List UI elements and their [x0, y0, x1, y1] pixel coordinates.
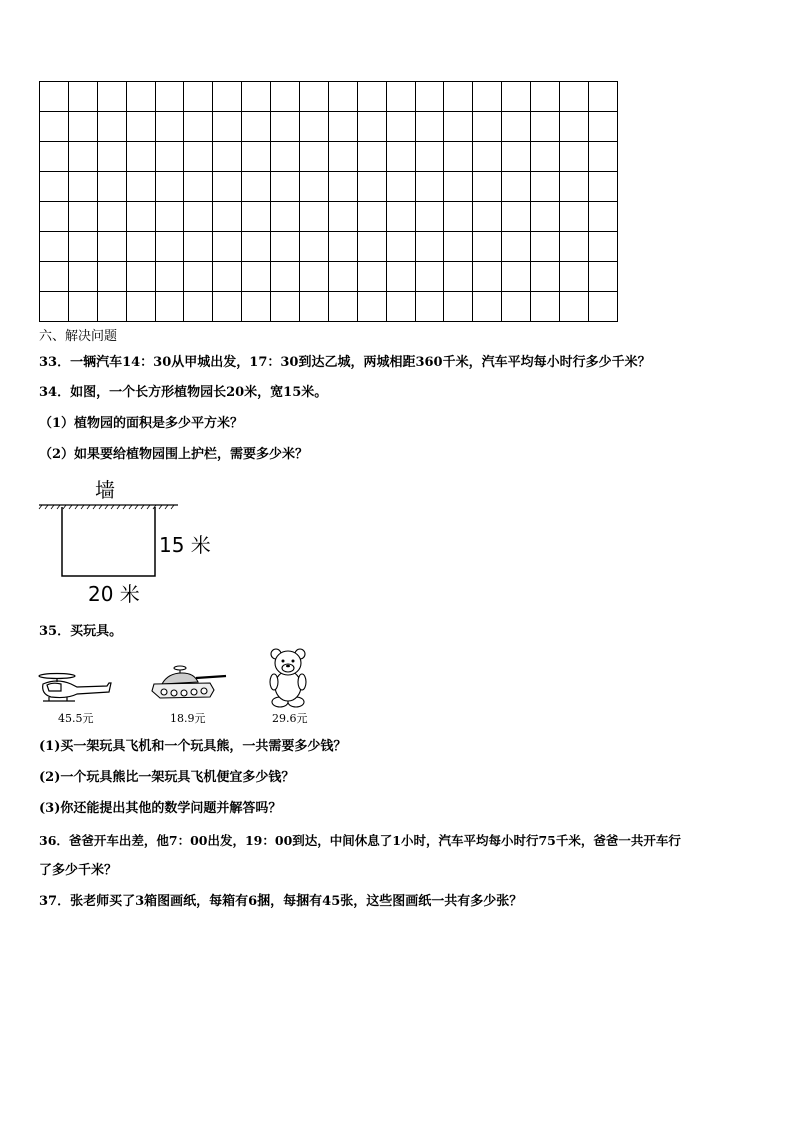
grid-cell — [560, 172, 589, 202]
question-34-sub1: （1）植物园的面积是多少平方米？ — [39, 416, 244, 431]
question-35-stem: 35．买玩具。 — [39, 624, 123, 639]
grid-cell — [357, 232, 386, 262]
grid-cell — [588, 262, 617, 292]
grid-cell — [531, 172, 560, 202]
grid-cell — [155, 292, 184, 322]
grid-cell — [97, 232, 126, 262]
grid-cell — [271, 262, 300, 292]
grid-cell — [40, 232, 69, 262]
question-34-stem: 34．如图，一个长方形植物园长20米，宽15米。 — [39, 385, 328, 400]
grid-cell — [473, 142, 502, 172]
garden-figure — [36, 476, 226, 611]
grid-cell — [415, 232, 444, 262]
grid-cell — [184, 112, 213, 142]
grid-cell — [444, 142, 473, 172]
grid-cell — [155, 82, 184, 112]
grid-cell — [126, 232, 155, 262]
grid-cell — [560, 142, 589, 172]
grid-cell — [502, 232, 531, 262]
grid-cell — [184, 292, 213, 322]
grid-cell — [415, 112, 444, 142]
grid-cell — [328, 292, 357, 322]
grid-cell — [531, 232, 560, 262]
grid-cell — [328, 142, 357, 172]
grid-cell — [473, 82, 502, 112]
helicopter-price: 45.5元 — [58, 712, 94, 725]
grid-cell — [444, 82, 473, 112]
grid-cell — [271, 292, 300, 322]
grid-cell — [415, 262, 444, 292]
grid-cell — [357, 292, 386, 322]
grid-cell — [357, 202, 386, 232]
question-36-line1: 36．爸爸开车出差，他7：00出发，19：00到达，中间休息了1小时，汽车平均每小时行75千米，爸爸一共开车行 — [39, 833, 681, 848]
grid-cell — [531, 112, 560, 142]
grid-cell — [40, 142, 69, 172]
grid-cell — [97, 142, 126, 172]
grid-cell — [300, 262, 329, 292]
grid-cell — [184, 172, 213, 202]
grid-cell — [155, 232, 184, 262]
grid-cell — [415, 172, 444, 202]
grid-cell — [560, 232, 589, 262]
grid-cell — [184, 82, 213, 112]
grid-cell — [97, 202, 126, 232]
grid-cell — [68, 172, 97, 202]
grid-cell — [531, 262, 560, 292]
grid-cell — [68, 112, 97, 142]
grid-cell — [213, 292, 242, 322]
grid-cell — [415, 292, 444, 322]
grid-cell — [300, 112, 329, 142]
grid-cell — [155, 202, 184, 232]
question-35-sub3: (3)你还能提出其他的数学问题并解答吗？ — [39, 801, 282, 816]
grid-cell — [357, 172, 386, 202]
grid-cell — [328, 172, 357, 202]
grid-cell — [357, 262, 386, 292]
grid-cell — [415, 142, 444, 172]
grid-cell — [328, 112, 357, 142]
grid-cell — [300, 202, 329, 232]
grid-cell — [473, 292, 502, 322]
grid-cell — [473, 262, 502, 292]
grid-cell — [502, 82, 531, 112]
wall-label: 墙 — [95, 478, 115, 502]
grid-cell — [271, 112, 300, 142]
grid-cell — [242, 292, 271, 322]
grid-cell — [502, 202, 531, 232]
grid-cell — [444, 202, 473, 232]
grid-cell — [68, 292, 97, 322]
grid-cell — [213, 112, 242, 142]
grid-cell — [271, 232, 300, 262]
grid-cell — [242, 172, 271, 202]
grid-cell — [444, 292, 473, 322]
grid-cell — [386, 112, 415, 142]
grid-cell — [155, 262, 184, 292]
grid-cell — [502, 292, 531, 322]
grid-cell — [386, 82, 415, 112]
grid-cell — [415, 82, 444, 112]
question-37: 37．张老师买了3箱图画纸，每箱有6捆，每捆有45张，这些图画纸一共有多少张？ — [39, 894, 523, 909]
grid-cell — [126, 142, 155, 172]
question-33: 33．一辆汽车14：30从甲城出发，17：30到达乙城，两城相距360千米，汽车平均每小时行多少千米？ — [39, 355, 651, 370]
grid-cell — [126, 262, 155, 292]
grid-cell — [473, 232, 502, 262]
grid-cell — [155, 172, 184, 202]
grid-cell — [300, 172, 329, 202]
grid-cell — [184, 202, 213, 232]
garden-rectangle — [62, 507, 155, 576]
grid-row — [40, 82, 618, 112]
grid-cell — [126, 172, 155, 202]
grid-cell — [184, 142, 213, 172]
grid-cell — [40, 172, 69, 202]
grid-cell — [531, 82, 560, 112]
grid-cell — [560, 112, 589, 142]
grid-cell — [444, 232, 473, 262]
grid-cell — [473, 202, 502, 232]
tank-price: 18.9元 — [170, 712, 206, 725]
grid-cell — [386, 262, 415, 292]
grid-cell — [213, 82, 242, 112]
grid-cell — [271, 142, 300, 172]
grid-cell — [588, 142, 617, 172]
grid-cell — [40, 292, 69, 322]
grid-cell — [242, 142, 271, 172]
grid-cell — [300, 142, 329, 172]
grid-cell — [560, 202, 589, 232]
teddy-bear-icon — [266, 648, 310, 708]
grid-cell — [328, 262, 357, 292]
grid-cell — [40, 262, 69, 292]
grid-cell — [40, 82, 69, 112]
teddy-bear-price: 29.6元 — [272, 712, 308, 725]
grid-cell — [444, 262, 473, 292]
grid-cell — [155, 112, 184, 142]
grid-cell — [300, 82, 329, 112]
length-label: 20 米 — [88, 582, 140, 606]
grid-row — [40, 112, 618, 142]
answer-grid — [39, 81, 618, 322]
grid-cell — [588, 202, 617, 232]
grid-cell — [502, 262, 531, 292]
grid-row — [40, 262, 618, 292]
grid-cell — [357, 142, 386, 172]
question-35-sub2: (2)一个玩具熊比一架玩具飞机便宜多少钱？ — [39, 770, 295, 785]
grid-cell — [588, 292, 617, 322]
width-label: 15 米 — [159, 533, 211, 557]
wall-hatching — [39, 505, 174, 509]
grid-cell — [328, 82, 357, 112]
grid-cell — [242, 112, 271, 142]
grid-cell — [531, 202, 560, 232]
grid-cell — [502, 112, 531, 142]
grid-cell — [213, 262, 242, 292]
grid-cell — [68, 82, 97, 112]
grid-row — [40, 232, 618, 262]
grid-cell — [40, 202, 69, 232]
grid-cell — [386, 232, 415, 262]
grid-cell — [415, 202, 444, 232]
grid-cell — [68, 202, 97, 232]
grid-cell — [242, 232, 271, 262]
grid-cell — [328, 232, 357, 262]
grid-cell — [386, 142, 415, 172]
grid-cell — [473, 112, 502, 142]
grid-cell — [213, 232, 242, 262]
grid-cell — [97, 172, 126, 202]
grid-cell — [386, 292, 415, 322]
grid-cell — [588, 232, 617, 262]
grid-cell — [213, 142, 242, 172]
grid-row — [40, 292, 618, 322]
grid-cell — [502, 172, 531, 202]
grid-cell — [560, 262, 589, 292]
grid-cell — [386, 202, 415, 232]
question-34-sub2: （2）如果要给植物园围上护栏，需要多少米？ — [39, 447, 309, 462]
grid-cell — [68, 232, 97, 262]
grid-cell — [213, 172, 242, 202]
grid-cell — [271, 172, 300, 202]
question-36-line2: 了多少千米？ — [39, 863, 118, 878]
grid-cell — [588, 112, 617, 142]
grid-cell — [155, 142, 184, 172]
grid-cell — [444, 172, 473, 202]
grid-cell — [560, 292, 589, 322]
grid-cell — [68, 142, 97, 172]
section-title: 六、解决问题 — [39, 329, 118, 344]
grid-cell — [271, 82, 300, 112]
grid-cell — [97, 292, 126, 322]
grid-cell — [126, 202, 155, 232]
tank-icon — [148, 664, 228, 704]
grid-row — [40, 172, 618, 202]
grid-cell — [300, 232, 329, 262]
grid-cell — [502, 142, 531, 172]
grid-cell — [531, 142, 560, 172]
grid-row — [40, 202, 618, 232]
grid-row — [40, 142, 618, 172]
grid-cell — [444, 112, 473, 142]
grid-cell — [97, 112, 126, 142]
grid-cell — [357, 112, 386, 142]
grid-cell — [126, 292, 155, 322]
grid-cell — [386, 172, 415, 202]
grid-cell — [588, 82, 617, 112]
grid-cell — [328, 202, 357, 232]
grid-cell — [126, 112, 155, 142]
grid-cell — [588, 172, 617, 202]
grid-cell — [40, 112, 69, 142]
grid-cell — [68, 262, 97, 292]
grid-cell — [271, 202, 300, 232]
grid-cell — [357, 82, 386, 112]
grid-cell — [473, 172, 502, 202]
grid-cell — [184, 262, 213, 292]
grid-cell — [242, 262, 271, 292]
helicopter-icon — [37, 670, 113, 706]
grid-cell — [242, 202, 271, 232]
grid-cell — [184, 232, 213, 262]
grid-cell — [97, 262, 126, 292]
grid-cell — [531, 292, 560, 322]
grid-cell — [126, 82, 155, 112]
grid-cell — [97, 82, 126, 112]
grid-cell — [300, 292, 329, 322]
grid-cell — [242, 82, 271, 112]
grid-cell — [560, 82, 589, 112]
question-35-sub1: (1)买一架玩具飞机和一个玩具熊，一共需要多少钱？ — [39, 739, 347, 754]
grid-cell — [213, 202, 242, 232]
